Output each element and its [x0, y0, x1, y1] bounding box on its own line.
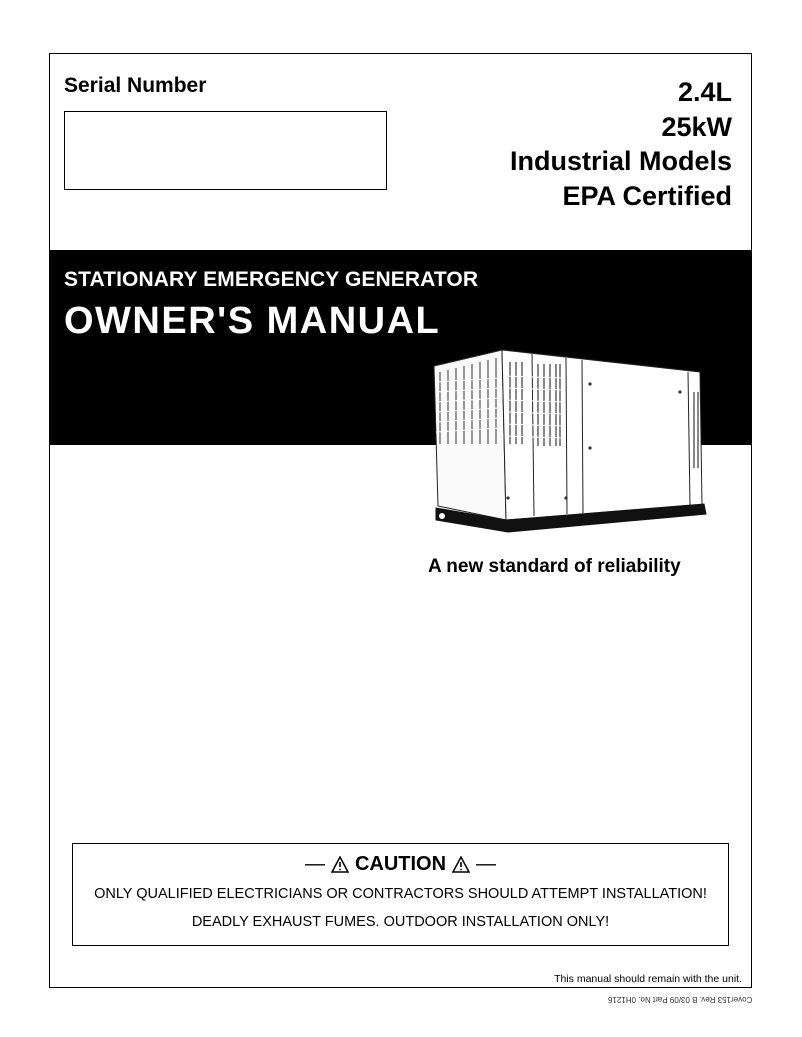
model-type: Industrial Models — [509, 146, 732, 176]
manual-subtitle: STATIONARY EMERGENCY GENERATOR — [64, 268, 479, 291]
caution-line-electricians: ONLY QUALIFIED ELECTRICIANS OR CONTRACTORS SHOULD ATTEMPT INSTALLATION! — [94, 886, 707, 902]
model-info — [510, 75, 732, 213]
model-power: 25kW — [661, 111, 732, 142]
caution-heading — [73, 853, 728, 876]
tagline: A new standard of reliability — [428, 556, 681, 577]
caution-title: CAUTION — [354, 853, 447, 875]
document-code: Cover153 Rev. B 03/09 Part No. 0H1216 — [607, 995, 752, 1004]
serial-number-box — [64, 111, 387, 190]
generator-illustration — [430, 348, 712, 536]
caution-dash-left: — — [304, 853, 325, 875]
caution-box — [72, 843, 729, 946]
manual-title: OWNER'S MANUAL — [64, 300, 441, 342]
warning-triangle-icon — [452, 856, 470, 873]
model-engine: 2.4L — [677, 77, 732, 107]
serial-number-label: Serial Number — [64, 74, 207, 97]
caution-line-exhaust: DEADLY EXHAUST FUMES. OUTDOOR INSTALLATION ONLY! — [191, 914, 610, 930]
caution-dash-right: — — [476, 853, 497, 875]
warning-triangle-icon — [331, 856, 349, 873]
model-certification: EPA Certified — [562, 180, 732, 211]
remain-note: This manual should remain with the unit. — [554, 973, 742, 985]
